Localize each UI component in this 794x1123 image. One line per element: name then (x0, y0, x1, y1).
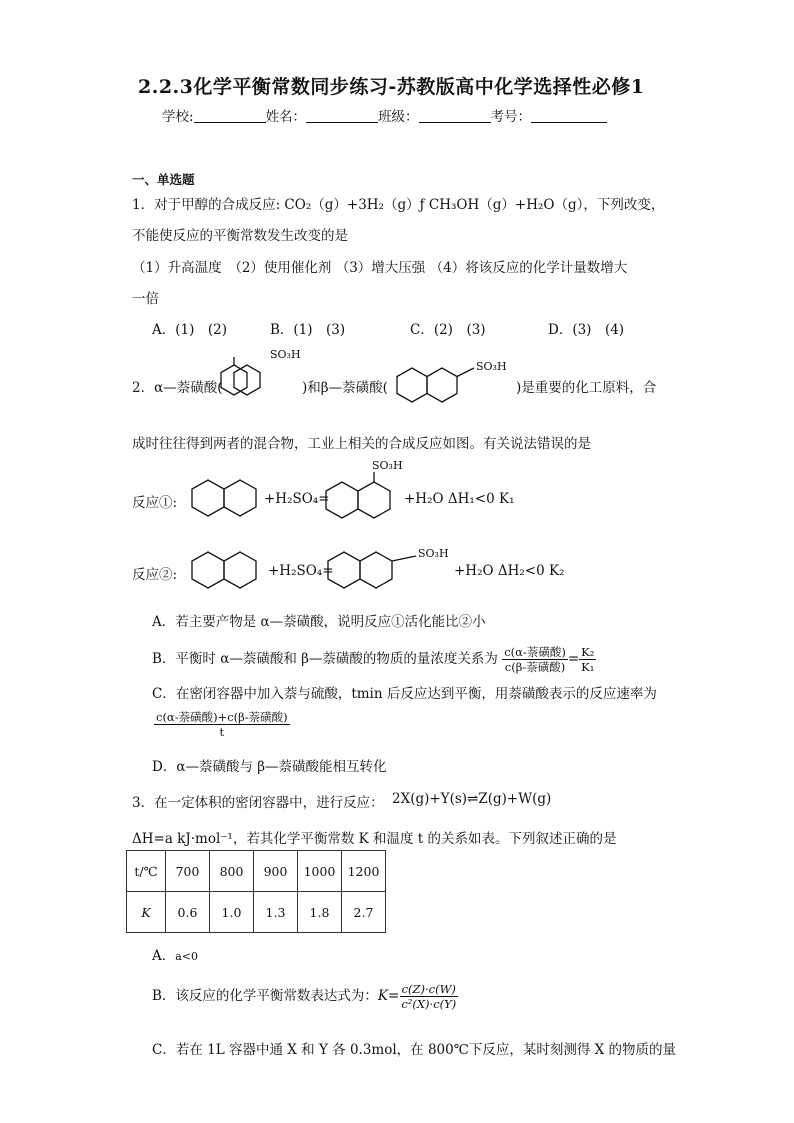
q3-option-c: C．若在 1L 容器中通 X 和 Y 各 0.3mol，在 800℃下反应，某时刻测得 X 的物质的量 (152, 1042, 677, 1058)
school-label: 学校: (162, 109, 194, 125)
q2-option-b-denominator: c(β-萘磺酸) (504, 660, 566, 674)
beta-naphthalenesulfonic-acid-structure (392, 358, 522, 410)
table-cell: 2.7 (342, 892, 386, 933)
q1-option-c: C．(2) (3) (410, 322, 486, 338)
student-info-line (162, 105, 607, 125)
q3-option-a-text: a<0 (175, 950, 199, 963)
q3-line1: 3．在一定体积的密闭容器中，进行反应： (132, 795, 384, 811)
reaction2-label: 反应②: (132, 567, 178, 583)
table-cell: K (127, 892, 166, 933)
q1-line2: 不能使反应的平衡常数发生改变的是 (132, 228, 348, 244)
q2-line2: 成时往往得到两者的混合物，工业上相关的合成反应如图。有关说法错误的是 (132, 436, 591, 452)
q1-option-d: D．(3) (4) (548, 322, 625, 338)
reaction2-tail: +H₂O ΔH₂<0 K₂ (454, 563, 565, 579)
q2-option-c-line1: C．在密闭容器中加入萘与硫酸，tmin 后反应达到平衡，用萘磺酸表示的反应速率为 (152, 686, 657, 702)
q2-suffix: )是重要的化工原料，合 (516, 380, 657, 396)
beta-so3h-label: SO₃H (476, 360, 507, 373)
reaction1-tail: +H₂O ΔH₁<0 K₁ (404, 491, 515, 507)
naphthalene-structure-2 (188, 546, 268, 594)
table-cell: 1200 (342, 851, 386, 892)
q2-option-b-numerator: c(α-萘磺酸) (504, 645, 566, 659)
q3-equation: 2X(g)+Y(s)⇌Z(g)+W(g) (392, 791, 552, 807)
table-cell: t/℃ (127, 851, 166, 892)
table-row (127, 851, 386, 892)
q2-option-b-concentration-fraction (502, 645, 568, 674)
exam-no-blank[interactable] (531, 108, 607, 123)
q1-line1: 1．对于甲醇的合成反应: CO₂（g）+3H₂（g）ƒ CH₃OH（g）+H₂O（g），下列改变， (132, 197, 665, 213)
q3-option-b-numerator: c(Z)·c(W) (401, 982, 456, 996)
reaction1-product-structure (322, 458, 412, 528)
naphthalene-structure-1 (188, 474, 268, 522)
reaction1-plus: +H₂SO₄= (264, 491, 330, 507)
q2-option-b-k-numerator: K₂ (581, 645, 595, 659)
q2-option-c-numerator: c(α-萘磺酸)+c(β-萘磺酸) (156, 710, 288, 724)
q2-option-c-denominator: t (219, 725, 225, 739)
reaction1-label: 反应①: (132, 495, 178, 511)
table-cell: 1.8 (298, 892, 342, 933)
table-cell: 800 (210, 851, 254, 892)
reaction2-product-structure (324, 540, 464, 594)
alpha-naphthalenesulfonic-acid-structure (214, 345, 301, 415)
table-cell: 0.6 (166, 892, 210, 933)
q3-option-b-fraction (399, 982, 458, 1011)
q2-middle: )和β—萘磺酸( (302, 380, 388, 396)
q2-option-b-equals: = (567, 651, 580, 667)
table-cell: 700 (166, 851, 210, 892)
q2-option-b-text: B．平衡时 α—萘磺酸和 β—萘磺酸的物质的量浓度关系为 (152, 651, 498, 667)
q2-option-b-k-denominator: K₁ (581, 660, 595, 674)
class-label: 班级： (378, 109, 419, 125)
q3-option-a (152, 944, 198, 964)
page-title: 2.2.3化学平衡常数同步练习-苏教版高中化学选择性必修1 (138, 76, 645, 98)
q2-prefix: 2．α—萘磺酸( (132, 380, 223, 396)
exam-no-label: 考号： (490, 109, 532, 125)
q2-option-b-k-fraction (579, 645, 596, 674)
q3-option-b (152, 982, 458, 1011)
reaction2-so3h-label: SO₃H (418, 547, 449, 560)
table-cell: 1000 (298, 851, 342, 892)
table-row (127, 892, 386, 933)
q3-option-b-denominator: c²(X)·c(Y) (401, 997, 457, 1011)
q3-option-a-label: A． (152, 948, 176, 964)
q2-option-a: A．若主要产物是 α—萘磺酸，说明反应①活化能比②小 (152, 614, 486, 630)
section-heading: 一、单选题 (132, 172, 195, 187)
q2-option-b (152, 645, 596, 674)
q2-option-c-fraction (154, 710, 290, 739)
school-blank[interactable] (194, 108, 266, 123)
q1-line3: （1）升高温度 （2）使用催化剂 （3）增大压强 （4）将该反应的化学计量数增大 (132, 260, 628, 276)
q3-line2: ΔH=a kJ·mol⁻¹，若其化学平衡常数 K 和温度 t 的关系如表。下列叙述正确的是 (132, 831, 617, 847)
table-cell: 1.0 (210, 892, 254, 933)
k-temperature-table (126, 850, 386, 933)
table-cell: 900 (254, 851, 298, 892)
reaction2-plus: +H₂SO₄= (268, 563, 334, 579)
q1-line4: 一倍 (132, 291, 159, 307)
table-cell: 1.3 (254, 892, 298, 933)
name-blank[interactable] (306, 108, 378, 123)
q3-option-b-text: B．该反应的化学平衡常数表达式为： (152, 988, 378, 1004)
alpha-so3h-label: SO₃H (270, 348, 301, 361)
q1-option-b: B．(1) (3) (270, 322, 346, 338)
q3-option-b-k: K= (377, 988, 400, 1004)
q2-option-d: D．α—萘磺酸与 β—萘磺酸能相互转化 (152, 759, 387, 775)
reaction1-so3h-label: SO₃H (372, 459, 403, 472)
name-label: 姓名： (265, 109, 307, 125)
class-blank[interactable] (419, 108, 491, 123)
q1-option-a: A．(1) (2) (152, 322, 227, 338)
